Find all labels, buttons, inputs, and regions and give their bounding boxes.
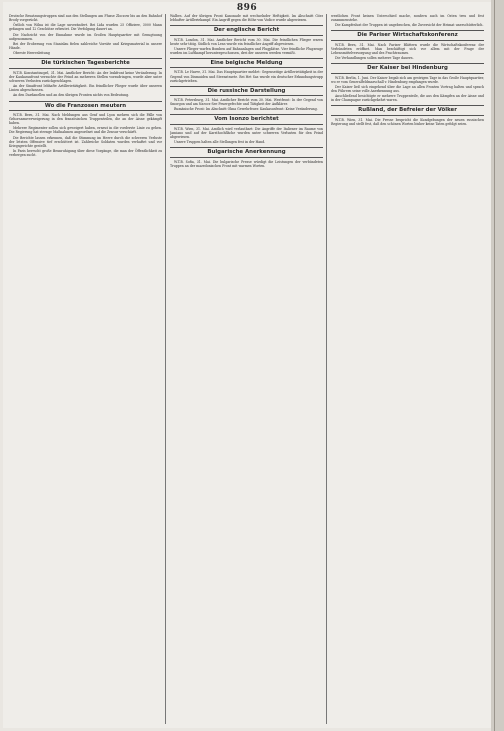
- paragraph: W.T.B. Bern, 31. Mai. Nach Pariser Blättern wurde die Wirtschaftskonferenz der Verbündeten eröffnet. Man beschäftigt sich vor allem mit der Frage der Lebensmittelversorgung und des Frachtraumes.: [331, 42, 484, 55]
- paragraph: Rumänische Front: Im Abschnitt Okna Gewehrfeuer. Kaukasusfront: Keine Veränderung.: [174, 107, 318, 112]
- paragraph: westlichen Front keinen Unterschied mache, sondern auch im Osten treu und fest zusammenstehe.: [331, 14, 484, 23]
- paragraph: W.T.B. Le Havre, 31. Mai. Das Hauptquartier meldet: Gegenseitige Artillerietätigkeit in der Gegend von Dixmuiden und Steenstraete. Bei Het Sas wurde ein deutscher Erkundungstrupp zurückgetrieben.: [170, 70, 323, 83]
- paragraph: Mehrere Regimenter sollen sich geweigert haben, erneut in die vorderste Linie zu gehen. Die Regierung hat strenge Maßnahmen angeordnet und die Zensur verschärft.: [9, 126, 162, 135]
- paragraph: Unsere Truppen halten alle Stellungen fest in der Hand.: [174, 140, 266, 145]
- paragraph: Östlich von Wilna ist die Lage unverändert. Bei Lida wurden 25 Offiziere, 3000 Mann gefangen und 12 Geschütze erbeutet. Die Verfolgung dauert an.: [9, 23, 162, 32]
- paragraph: Die Berichte lassen erkennen, daß die Stimmung im Heere durch die schweren Verluste der letzten Offensive tief erschüttert ist. Zahlreiche Soldaten wurden verhaftet und vor Kriegsgerichte gestellt.: [9, 135, 162, 148]
- paragraph: W.T.B. Konstantinopel, 31. Mai. Amtlicher Bericht: An der Irakfront keine Veränderung. In der Kaukasusfront versuchte der Feind an mehreren Stellen vorzudringen, wurde aber unter schweren Verlusten zurückgeschlagen.: [9, 70, 162, 83]
- paragraph: W.T.B. Berlin, 1. Juni. Der Kaiser begab sich am gestrigen Tage in das Große Hauptquartier, wo er vom Generalfeldmarschall v. Hindenburg empfangen wurde.: [331, 75, 484, 84]
- article-headline: Bulgarische Anerkennung: [170, 147, 323, 157]
- paragraph: Deutsche Besatzungstruppen sind aus den Stellungen am Flusse Zloczow bis an den Bahnhof Brody vorgerückt.: [9, 14, 162, 23]
- column-1: [9, 14, 166, 724]
- column-2: [170, 14, 327, 724]
- article-headline: Die türkischen Tagesberichte: [9, 58, 162, 68]
- paragraph: An den Dardanellen und an den übrigen Fronten nichts von Bedeutung.: [13, 93, 130, 98]
- newspaper-page: [3, 2, 491, 728]
- article-headline: Rußland, der Befreier der Völker: [331, 105, 484, 115]
- adjacent-page-edge: [491, 0, 504, 731]
- paragraph: W.T.B. Bern, 31. Mai. Nach Meldungen aus Genf und Lyon mehren sich die Fälle von Gehorsamsverweigerung in den französischen Truppenteilen, die an der Aisne gekämpft haben.: [9, 112, 162, 126]
- paragraph: W.T.B. Petersburg, 31. Mai. Amtlicher Bericht vom 30. Mai. Westfront: In der Gegend von Smorgon und am Narocz-See Feuergefechte und Tätigkeit der Aufklärer.: [170, 98, 323, 107]
- paragraph: W.T.B. Wien, 31. Mai. Die Presse bespricht die Kundgebungen der neuen russischen Regierung und stellt fest, daß den schönen Worten bisher keine Taten gefolgt seien.: [331, 117, 484, 126]
- article-headline: Der Kaiser bei Hindenburg: [331, 63, 484, 73]
- paragraph: Der Kaiser ließ sich eingehend über die Lage an allen Fronten Vortrag halten und sprach den Führern seine volle Anerkennung aus.: [331, 84, 484, 93]
- paragraph: Oberste Heeresleitung: [13, 51, 50, 56]
- article-headline: Die Pariser Wirtschaftskonferenz: [331, 30, 484, 40]
- page-number: 896: [236, 3, 258, 13]
- column-3: [331, 14, 487, 724]
- paragraph: Bei der Eroberung von Stanislau fielen zahlreiche Vorräte und Kriegsmaterial in unsere Hände.: [9, 41, 162, 51]
- paragraph: In Paris herrscht große Beunruhigung über diese Vorgänge, die man der Öffentlichkeit zu verbergen sucht.: [9, 149, 162, 158]
- text-columns: [9, 14, 487, 724]
- article-headline: Vom Isonzo berichtet: [170, 114, 323, 124]
- paragraph: W.T.B. Sofia, 31. Mai. Die bulgarische Presse würdigt die Leistungen der verbündeten Truppen an der mazedonischen Front mit warmen Worten.: [170, 159, 323, 168]
- paragraph: W.T.B. Wien, 31. Mai. Amtlich wird verlautbart: Die Angriffe der Italiener im Raume von Jamiano und auf der Karsthochfläche wurden unter schweren Verlusten für den Feind abgewiesen.: [170, 126, 323, 139]
- paragraph: Unsere Flieger warfen Bomben auf Bahnanlagen und Flugplätze. Vier feindliche Flugzeuge wurden im Luftkampf heruntergeschossen, drei der unseren werden vermißt.: [170, 46, 323, 55]
- paragraph: Walbes. Auf der übrigen Front Kanonade mit wechselnder Heftigkeit. Im Abschnitt Görz lebhafter Artilleriekampf. Ein Angriff gegen die Höhe von Vodice wurde abgewiesen.: [170, 14, 323, 23]
- article-headline: Die russische Darstellung: [170, 86, 323, 96]
- paragraph: W.T.B. London, 31. Mai. Amtlicher Bericht vom 30. Mai. Die feindlichen Flieger waren heute sehr tätig. Südlich von Lens wurde ein feindlicher Angriff abgewiesen.: [170, 37, 323, 46]
- article-headline: Eine belgische Meldung: [170, 58, 323, 68]
- paragraph: Die Kampfeslust der Truppen ist ungebrochen, die Zuversicht der Heimat unerschütterlich.: [335, 23, 484, 28]
- paragraph: Die Verhandlungen sollen mehrere Tage dauern.: [335, 56, 414, 61]
- paragraph: An der Sinaifront lebhafte Artillerietätigkeit. Ein feindlicher Flieger wurde über unseren Linien abgeschossen.: [9, 84, 162, 93]
- paragraph: Die Nachricht von der Einnahme wurde im Großen Hauptquartier mit Genugtuung aufgenommen.: [9, 32, 162, 41]
- paragraph: Anschließend besichtigte er mehrere Truppenteile, die aus den Kämpfen an der Aisne und in der Champagne zurückgekehrt waren.: [331, 94, 484, 103]
- article-headline: Der englische Bericht: [170, 25, 323, 35]
- article-headline: Wo die Franzosen meutern: [9, 101, 162, 111]
